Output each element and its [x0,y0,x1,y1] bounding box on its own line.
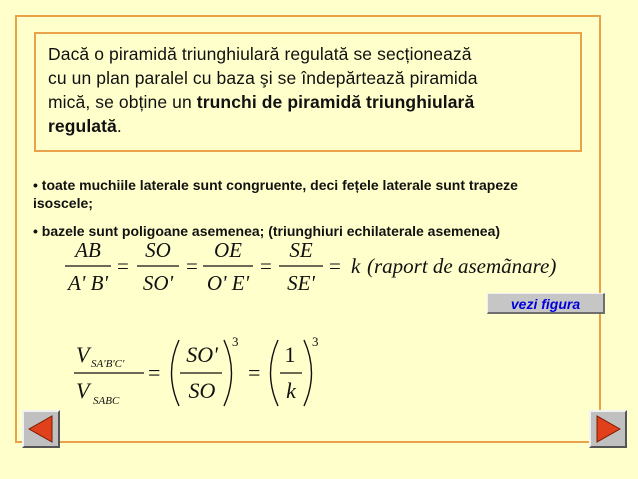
ratio-2-den: SO' [142,271,174,295]
ratio-note: (raport de asemãnare) [367,254,557,278]
vol-f2-num: SO' [186,342,218,367]
intro-line-1: Dacă o piramidă triunghiulară regulată se secționează [48,44,472,64]
ratio-2-num: SO [145,238,171,262]
vezi-figura-button[interactable]: vezi figura [487,293,605,314]
ratio-1-num: AB [75,238,101,262]
intro-line-3 [48,90,578,114]
prev-slide-button[interactable] [22,410,60,448]
ratio-k: k [351,254,361,278]
vol-exp-1: 3 [232,334,239,349]
ratio-3-den: O' E' [206,271,250,295]
intro-line-4 [48,114,578,138]
vol-bot-sub: SABC [93,395,120,407]
vol-exp-2: 3 [312,334,319,349]
vol-f3-den: k [286,378,296,403]
left-paren-1 [172,340,180,406]
ratio-4-den: SE' [287,271,315,295]
intro-line-3-text: mică, se obține un [48,92,197,112]
ratio-eq-4: = [329,254,341,278]
volume-equation [62,332,342,412]
ratio-1-den: A' B' [68,271,108,295]
right-arrow-icon [591,412,625,446]
ratio-equation [55,236,575,298]
right-paren-1 [224,340,232,406]
vol-f2-den: SO [188,378,216,403]
intro-definition [48,42,578,138]
vol-eq-1: = [148,360,161,385]
left-paren-2 [271,340,279,406]
ratio-eq-1: = [117,254,129,278]
intro-period: . [116,116,122,136]
vol-f3-num: 1 [284,342,296,367]
left-arrow-icon [24,412,58,446]
bullet-bases: • bazele sunt poligoane asemenea; (triunghiuri echilaterale asemenea) [33,223,501,239]
intro-term-end: regulată [48,116,117,136]
vol-top-sub: SA'B'C' [91,358,125,370]
intro-line-2: cu un plan paralel cu baza şi se îndepărtează piramida [48,68,478,88]
right-paren-2 [304,340,312,406]
bullet-lateral-edges: • toate muchiile laterale sunt congruente, deci fețele laterale sunt trapeze isoscele; [33,177,518,211]
intro-term: trunchi de piramidă triunghiulară [196,92,475,112]
next-slide-button[interactable] [589,410,627,448]
ratio-3-num: OE [214,238,242,262]
ratio-eq-3: = [260,254,272,278]
ratio-4-num: SE [289,238,313,262]
vol-eq-2: = [248,360,261,385]
vol-bot-V: V [76,378,90,403]
ratio-eq-2: = [186,254,198,278]
vol-top-V: V [76,342,90,367]
